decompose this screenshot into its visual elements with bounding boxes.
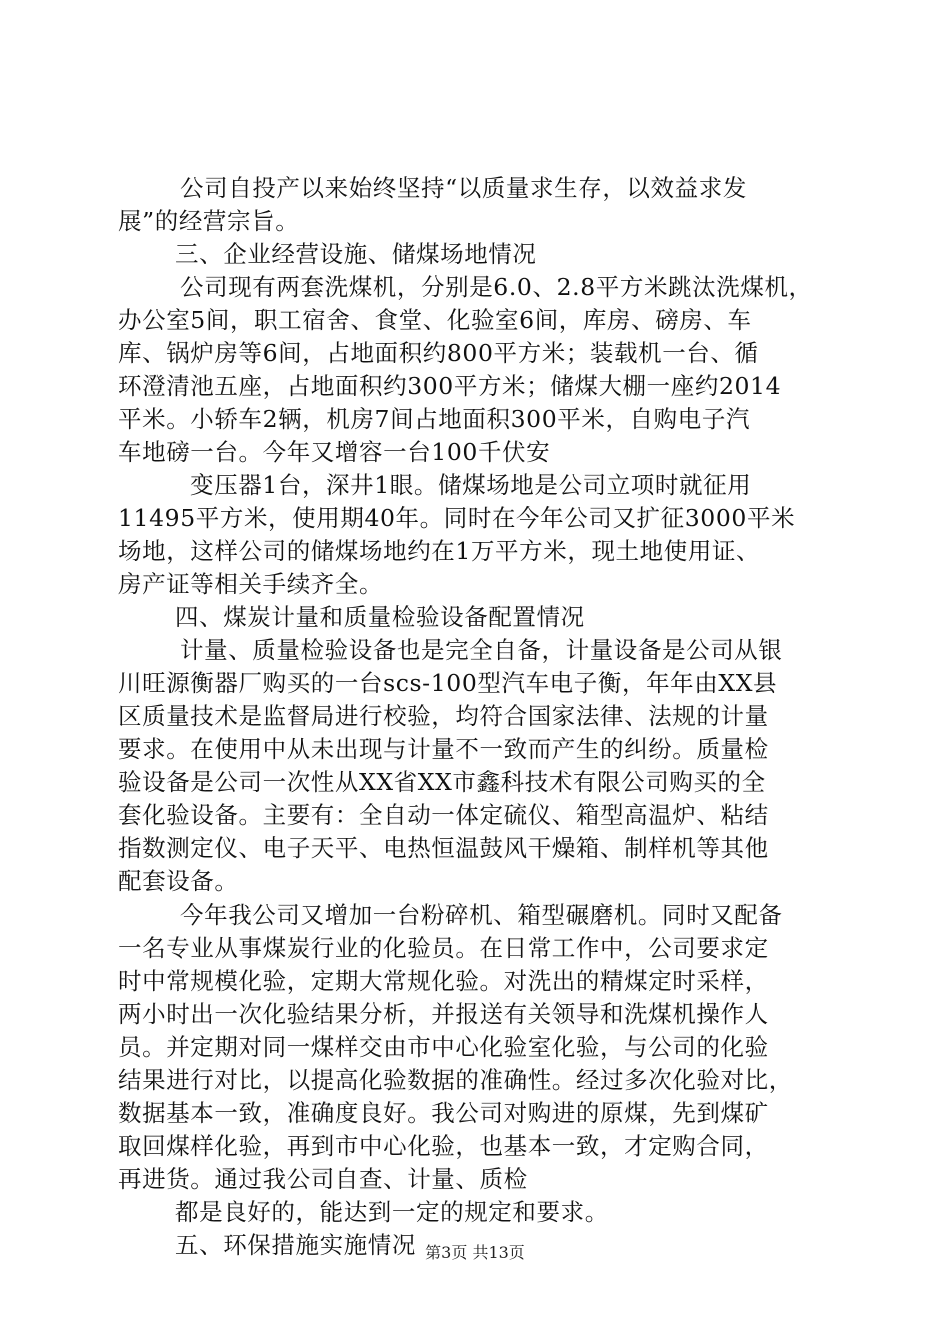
paragraph-line: 场地，这样公司的储煤场地约在1万平方米，现土地使用证、: [118, 537, 761, 565]
paragraph-line: 车地磅一台。今年又增容一台100千伏安: [118, 438, 551, 466]
paragraph-line: 取回煤样化验，再到市中心化验，也基本一致，才定购合同，: [118, 1132, 769, 1160]
page-number-footer: 第3页 共13页: [425, 1243, 525, 1262]
paragraph-line: 展”的经营宗旨。: [118, 207, 300, 235]
paragraph-line: 今年我公司又增加一台粉碎机、箱型碾磨机。同时又配备: [180, 901, 783, 929]
paragraph-line: 川旺源衡器厂购买的一台scs-100型汽车电子衡，年年由XX县: [118, 669, 778, 697]
paragraph-line: 结果进行对比，以提高化验数据的准确性。经过多次化验对比，: [118, 1066, 793, 1094]
paragraph-line: 指数测定仪、电子天平、电热恒温鼓风干燥箱、制样机等其他: [118, 834, 769, 862]
paragraph-line: 房产证等相关手续齐全。: [118, 570, 384, 598]
paragraph-line: 一名专业从事煤炭行业的化验员。在日常工作中，公司要求定: [118, 934, 769, 962]
paragraph-line: 数据基本一致，准确度良好。我公司对购进的原煤，先到煤矿: [118, 1099, 769, 1127]
paragraph-line: 计量、质量检验设备也是完全自备，计量设备是公司从银: [180, 636, 783, 664]
paragraph-line: 区质量技术是监督局进行校验，均符合国家法律、法规的计量: [118, 702, 769, 730]
paragraph-line: 库、锅炉房等6间，占地面积约800平方米；装载机一台、循: [118, 339, 759, 367]
paragraph-line: 办公室5间，职工宿舍、食堂、化验室6间，库房、磅房、车: [118, 306, 752, 334]
paragraph-line: 公司现有两套洗煤机，分别是6.0、2.8平方米跳汰洗煤机，: [180, 273, 813, 301]
paragraph-line: 公司自投产以来始终坚持“以质量求生存，以效益求发: [180, 174, 747, 202]
paragraph-line: 套化验设备。主要有：全自动一体定硫仪、箱型高温炉、粘结: [118, 801, 769, 829]
paragraph-line: 11495平方米，使用期40年。同时在今年公司又扩征3000平米: [118, 504, 796, 532]
paragraph-line: 平米。小轿车2辆，机房7间占地面积300平米，自购电子汽: [118, 405, 751, 433]
paragraph-line: 配套设备。: [118, 867, 239, 895]
paragraph-line: 变压器1台，深井1眼。储煤场地是公司立项时就征用: [190, 471, 752, 499]
paragraph-line: 都是良好的，能达到一定的规定和要求。: [175, 1198, 609, 1226]
paragraph-line: 员。并定期对同一煤样交由市中心化验室化验，与公司的化验: [118, 1033, 769, 1061]
paragraph-line: 时中常规模化验，定期大常规化验。对洗出的精煤定时采样，: [118, 967, 769, 995]
paragraph-line: 两小时出一次化验结果分析，并报送有关领导和洗煤机操作人: [118, 1000, 769, 1028]
paragraph-line: 环澄清池五座，占地面积约300平方米；储煤大棚一座约2014: [118, 372, 782, 400]
paragraph-line: 验设备是公司一次性从XX省XX市鑫科技术有限公司购买的全: [118, 768, 766, 796]
paragraph-line: 再进货。通过我公司自查、计量、质检: [118, 1165, 528, 1193]
section-heading: 五、环保措施实施情况: [175, 1231, 416, 1259]
paragraph-line: 要求。在使用中从未出现与计量不一致而产生的纠纷。质量检: [118, 735, 769, 763]
section-heading: 四、煤炭计量和质量检验设备配置情况: [175, 603, 585, 631]
section-heading: 三、企业经营设施、储煤场地情况: [175, 240, 537, 268]
